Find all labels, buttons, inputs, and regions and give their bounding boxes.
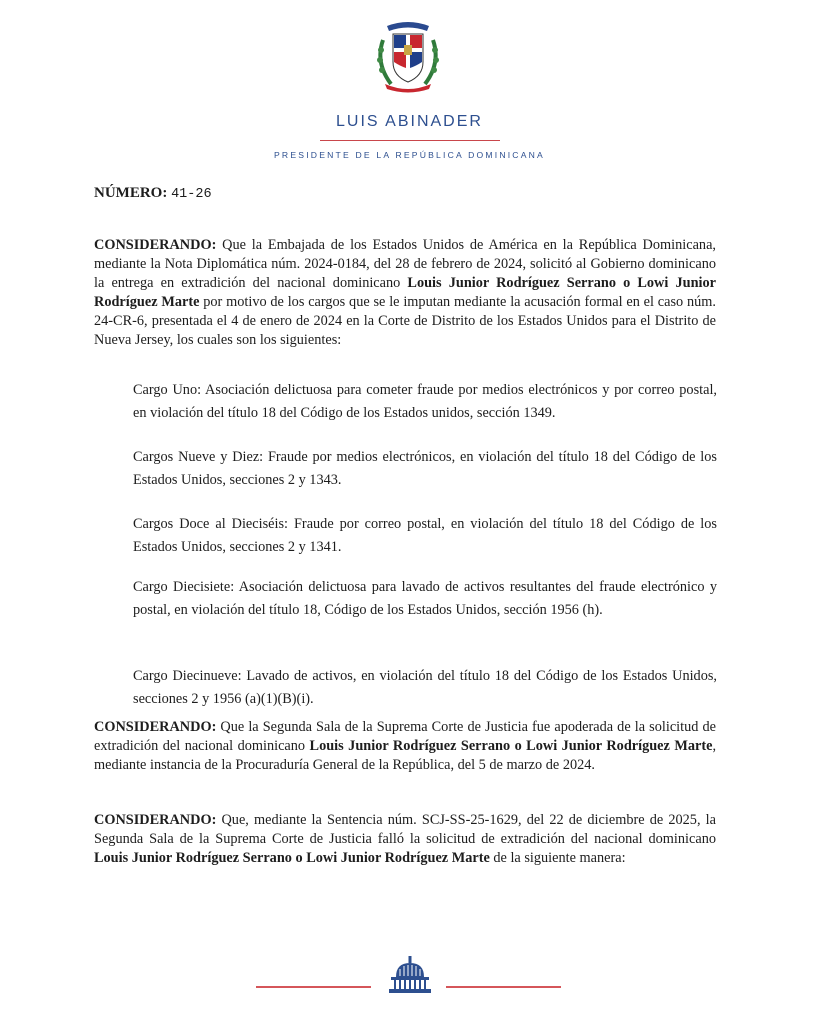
paragraph-text: por motivo de los cargos que se le imputan mediante la acusación formal en el caso núm. 24-CR-6, presentada el 4 de enero de 2024 en la Corte de Distrito de los Estados Unidos para el Distrito de Nueva Jersey, los cuales son los siguientes: [94, 294, 717, 348]
paragraph-text: Que la Segunda Sala de la Suprema Corte de Justicia fue apoderada de la solicitud de extradición del nacional dominicano [94, 719, 716, 754]
cargo-item: Cargos Doce al Dieciséis: Fraude por correo postal, en violación del título 18 del Código de los Estados Unidos, secciones 2 y 1341. [133, 516, 717, 555]
person-name: Louis Junior Rodríguez Serrano o Lowi Junior Rodríguez Marte [94, 275, 716, 310]
cargo-item: Cargos Nueve y Diez: Fraude por medios electrónicos, en violación del título 18 del Código de los Estados Unidos, secciones 2 y 1343. [133, 449, 717, 488]
cargo-item: Cargo Diecinueve: Lavado de activos, en violación del título 18 del Código de los Estados Unidos, secciones 2 y 1956 (a)(1)(B)(i). [133, 668, 717, 707]
paragraph-text: , mediante instancia de la Procuraduría General de la República, del 5 de marzo de 2024. [94, 738, 717, 773]
dome-icon [385, 955, 435, 995]
header-divider [320, 140, 500, 141]
person-name: Louis Junior Rodríguez Serrano o Lowi Junior Rodríguez Marte [309, 738, 713, 754]
person-name: Louis Junior Rodríguez Serrano o Lowi Junior Rodríguez Marte [94, 850, 490, 866]
paragraph-text: de la siguiente manera: [489, 850, 626, 866]
document-number [94, 185, 212, 202]
considerando-paragraph-1 [94, 236, 716, 350]
footer-line-right [446, 986, 561, 988]
number-label: NÚMERO: [94, 185, 168, 201]
cargo-item: Cargo Uno: Asociación delictuosa para cometer fraude por medios electrónicos y por correo postal, en violación del título 18 del Código de los Estados unidos, sección 1349. [133, 382, 717, 421]
considerando-paragraph-3 [94, 811, 716, 868]
coat-of-arms-icon [373, 18, 443, 94]
considerando-label: CONSIDERANDO: [94, 237, 217, 253]
president-name: LUIS ABINADER [336, 113, 483, 130]
paragraph-text: Que la Embajada de los Estados Unidos de América en la República Dominicana, mediante la Nota Diplomática núm. 2024-0184, del 28 de febrero de 2024, solicitó al Gobierno dominicano la entrega en extradición del nacional dominicano [94, 237, 716, 291]
considerando-paragraph-2 [94, 718, 716, 775]
cargo-item: Cargo Diecisiete: Asociación delictuosa para lavado de activos resultantes del fraude electrónico y postal, en violación del título 18, Código de los Estados Unidos, sección 1956 (h). [133, 579, 717, 618]
number-value: 41-26 [171, 187, 212, 202]
footer-line-left [256, 986, 371, 988]
president-title: PRESIDENTE DE LA REPÚBLICA DOMINICANA [274, 150, 545, 160]
considerando-label: CONSIDERANDO: [94, 719, 217, 735]
considerando-label: CONSIDERANDO: [94, 812, 217, 828]
paragraph-text: Que, mediante la Sentencia núm. SCJ-SS-25-1629, del 22 de diciembre de 2025, la Segunda Sala de la Suprema Corte de Justicia falló la solicitud de extradición del nacional dominicano [94, 812, 716, 847]
